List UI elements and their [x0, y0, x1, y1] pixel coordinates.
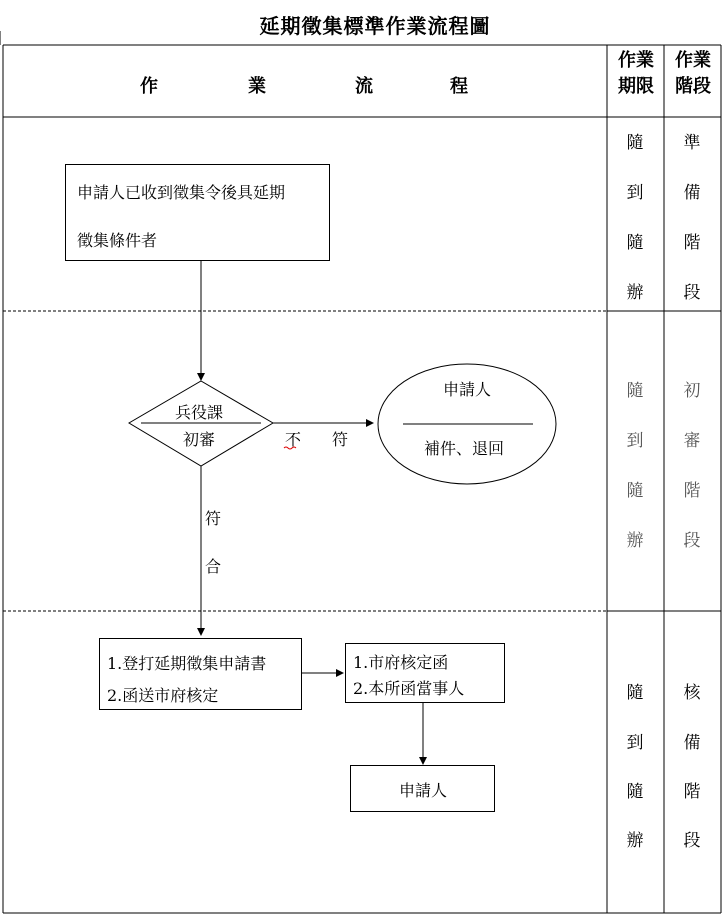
- s1-stage-2: 備: [683, 183, 701, 203]
- s3-stage-4: 段: [683, 831, 701, 851]
- s1-stage-3: 階: [683, 233, 701, 253]
- header-flow-char-4: 程: [450, 76, 468, 97]
- s2-stage-3: 階: [683, 481, 701, 501]
- s2-period-4: 辦: [626, 531, 644, 551]
- header-stage-line1: 作業: [675, 50, 711, 71]
- step2-item2: 2.本所函當事人: [353, 679, 465, 698]
- s1-period-3: 隨: [626, 233, 644, 253]
- header-period: [608, 48, 664, 100]
- s3-period-4: 辦: [626, 831, 644, 851]
- s1-period-1: 隨: [626, 133, 644, 153]
- no-label-2: 符: [332, 430, 349, 449]
- s3-period-3: 隨: [626, 782, 644, 802]
- s2-stage-4: 段: [683, 531, 701, 551]
- s3-period-1: 隨: [626, 683, 644, 703]
- start-line2: 徵集條件者: [77, 231, 158, 250]
- step1-item2: 2.函送市府核定: [107, 686, 219, 705]
- s1-stage-1: 準: [683, 133, 701, 153]
- header-stage: [665, 48, 721, 100]
- yes-label-1: 符: [205, 509, 222, 528]
- s2-stage-2: 審: [683, 431, 701, 451]
- s1-period-4: 辦: [626, 283, 644, 303]
- decision-bottom-label: 初審: [183, 430, 216, 449]
- step2-item1: 1.市府核定函: [353, 653, 449, 672]
- applicant-bottom-label: 補件、退回: [424, 439, 505, 458]
- header-period-line1: 作業: [618, 50, 654, 71]
- no-label-1: 不: [285, 430, 302, 449]
- header-period-line2: 期限: [618, 76, 654, 97]
- final-label: 申請人: [399, 781, 448, 800]
- decision-top-label: 兵役課: [175, 403, 224, 422]
- s2-period-2: 到: [626, 431, 644, 451]
- start-line1: 申請人已收到徵集令後具延期: [77, 183, 286, 202]
- s3-stage-2: 備: [683, 733, 701, 753]
- s2-stage-1: 初: [683, 381, 701, 401]
- s3-stage-1: 核: [683, 683, 701, 703]
- s2-period-3: 隨: [626, 481, 644, 501]
- s1-stage-4: 段: [683, 283, 701, 303]
- step1-item1: 1.登打延期徵集申請書: [107, 654, 267, 673]
- header-flow-char-2: 業: [248, 76, 266, 97]
- s2-period-1: 隨: [626, 381, 644, 401]
- header-stage-line2: 階段: [675, 76, 711, 97]
- s1-period-2: 到: [626, 183, 644, 203]
- page-title: 延期徵集標準作業流程圖: [259, 14, 491, 38]
- yes-label-2: 合: [205, 557, 222, 576]
- s3-stage-3: 階: [683, 782, 701, 802]
- header-flow-char-1: 作: [140, 76, 158, 97]
- s3-period-2: 到: [626, 733, 644, 753]
- applicant-top-label: 申請人: [443, 380, 492, 399]
- header-flow-char-3: 流: [355, 76, 373, 97]
